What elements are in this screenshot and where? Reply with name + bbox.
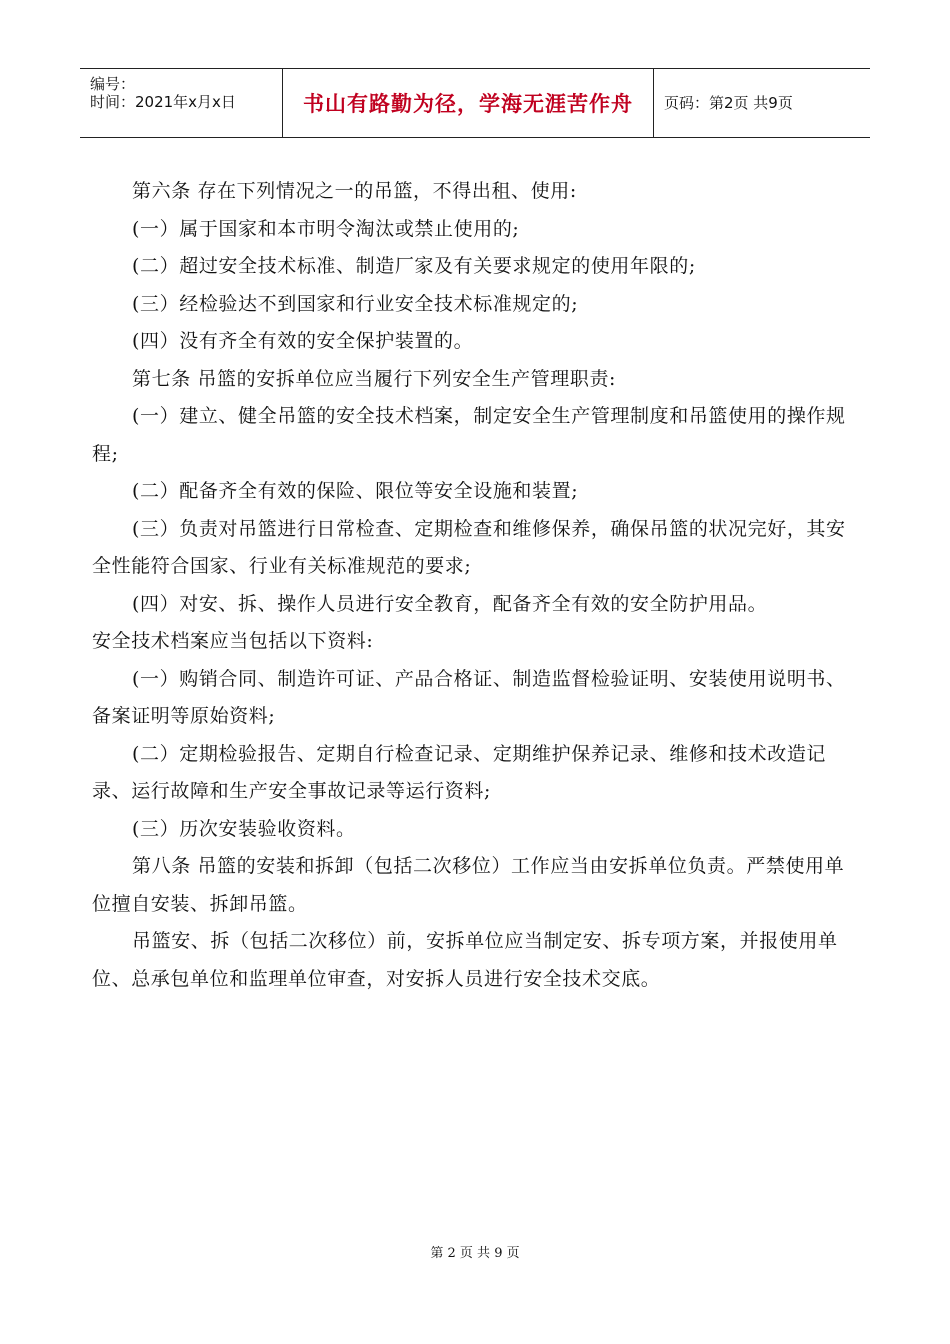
article-7-item-3: (三）负责对吊篮进行日常检查、定期检查和维修保养，确保吊篮的状况完好，其安全性能符合国家、行业有关标准规范的要求; <box>92 517 846 577</box>
document-header <box>80 68 870 138</box>
article-7-item-2: (二）配备齐全有效的保险、限位等安全设施和装置; <box>132 480 579 502</box>
archive-item-3: (三）历次安装验收资料。 <box>132 817 356 840</box>
document-number-label: 编号： <box>90 75 136 93</box>
article-7-item-1: (一）建立、健全吊篮的安全技术档案，制定安全生产管理制度和吊篮使用的操作规程; <box>92 405 846 465</box>
article-7-heading: 第七条 吊篮的安拆单位应当履行下列安全生产管理职责: <box>132 367 617 390</box>
article-7-item-4: (四）对安、拆、操作人员进行安全教育，配备齐全有效的安全防护用品。 <box>132 592 768 615</box>
article-6-item-2: (二）超过安全技术标准、制造厂家及有关要求规定的使用年限的; <box>132 255 696 277</box>
header-meta-cell <box>80 69 283 137</box>
header-page-cell <box>654 69 870 137</box>
article-8-paragraph: 第八条 吊篮的安装和拆卸（包括二次移位）工作应当由安拆单位负责。严禁使用单位擅自安装、拆卸吊篮。 <box>92 855 845 915</box>
archive-item-1: (一）购销合同、制造许可证、产品合格证、制造监督检验证明、安装使用说明书、备案证明等原始资料; <box>92 667 846 727</box>
article-6-heading: 第六条 存在下列情况之一的吊篮，不得出租、使用: <box>132 180 577 202</box>
archive-intro: 安全技术档案应当包括以下资料: <box>92 630 374 652</box>
article-6-item-4: (四）没有齐全有效的安全保护装置的。 <box>132 330 474 352</box>
header-page-info: 页码：第2页 共9页 <box>664 94 793 112</box>
header-motto: 书山有路勤为径，学海无涯苦作舟 <box>303 92 633 116</box>
archive-item-2: (二）定期检验报告、定期自行检查记录、定期维护保养记录、维修和技术改造记录、运行故障和生产安全事故记录等运行资料; <box>92 742 827 802</box>
document-body <box>92 173 862 998</box>
article-8-continuation: 吊篮安、拆（包括二次移位）前，安拆单位应当制定安、拆专项方案，并报使用单位、总承包单位和监理单位审查，对安拆人员进行安全技术交底。 <box>92 930 838 990</box>
article-6-item-1: (一）属于国家和本市明令淘汰或禁止使用的; <box>132 217 520 240</box>
header-motto-cell <box>283 69 654 137</box>
document-time-label: 时间：2021年x月x日 <box>90 93 236 111</box>
article-6-item-3: (三）经检验达不到国家和行业安全技术标准规定的; <box>132 292 579 315</box>
page-footer: 第 2 页 共 9 页 <box>430 1246 520 1261</box>
